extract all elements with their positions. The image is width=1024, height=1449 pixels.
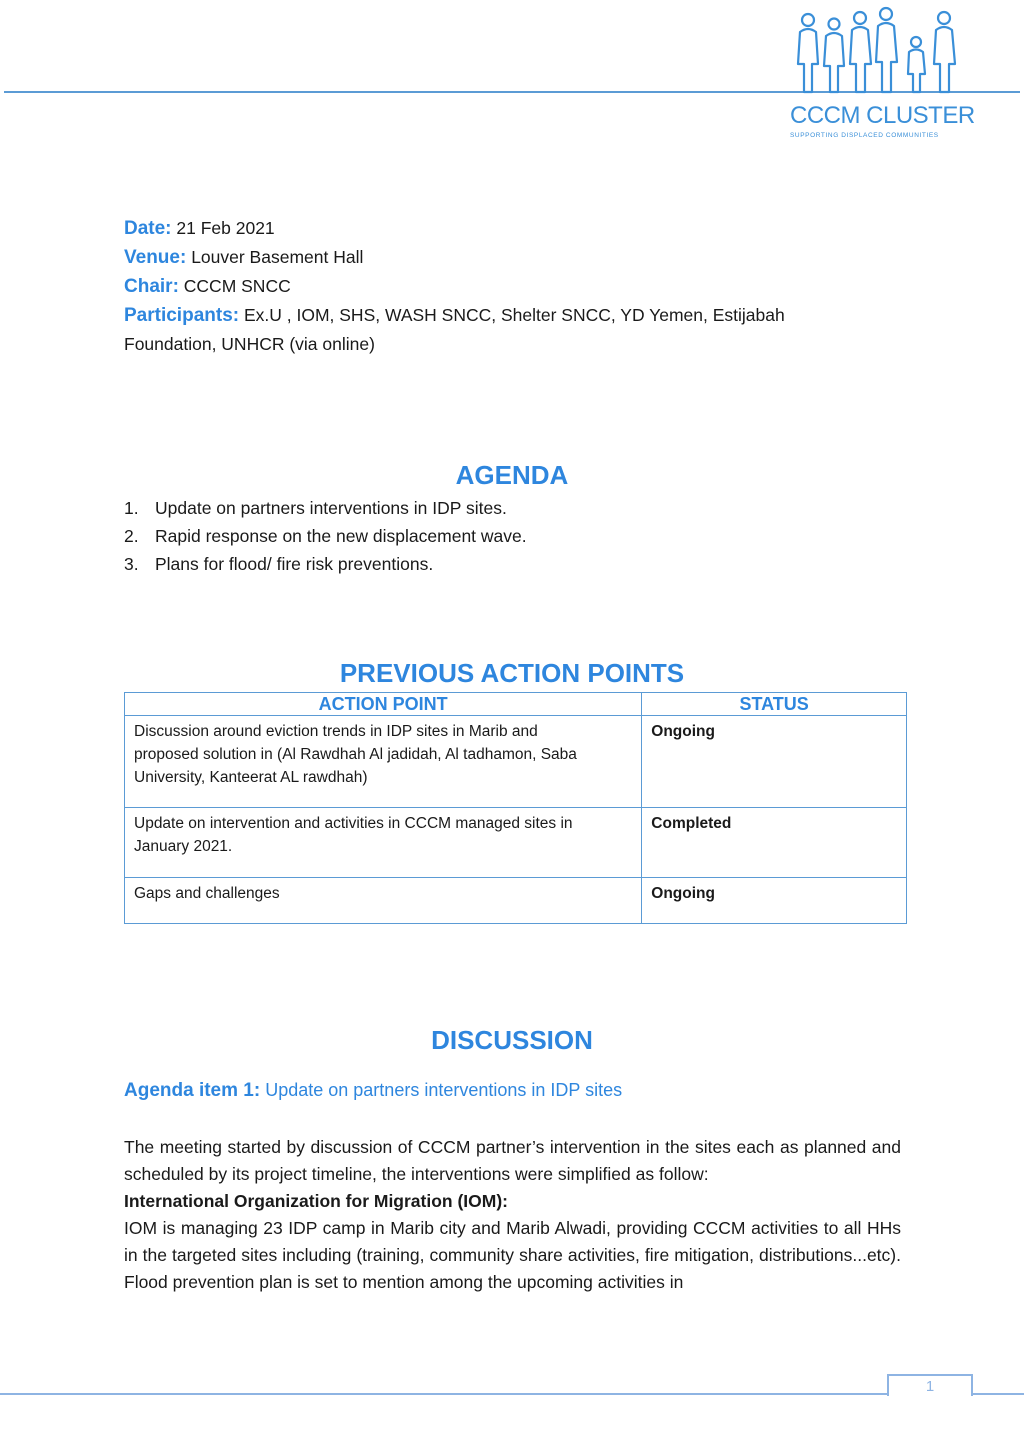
- discussion-paragraph: The meeting started by discussion of CCCM partner’s intervention in the sites each as planned and scheduled by its project timeline, the interventions were simplified as follow:: [124, 1137, 901, 1184]
- table-row: [125, 808, 907, 878]
- agenda-item-number: 1.: [124, 498, 139, 518]
- page-number: 1: [925, 1378, 935, 1395]
- chair-value: CCCM SNCC: [183, 276, 291, 296]
- agenda-item-label: Agenda item 1:: [124, 1080, 261, 1101]
- col-header-action: ACTION POINT: [125, 693, 642, 716]
- participants-label: Participants:: [124, 305, 240, 326]
- action-cell: [125, 716, 642, 808]
- discussion-agenda-item: [124, 1080, 622, 1102]
- agenda-item: [124, 522, 527, 550]
- agenda-item-text: Update on partners interventions in IDP sites.: [155, 498, 507, 518]
- cccm-cluster-logo: [786, 4, 975, 140]
- people-silhouette-icon: [794, 4, 964, 96]
- table-row: [125, 878, 907, 924]
- table-row: [125, 716, 907, 808]
- meeting-meta: [124, 214, 824, 359]
- venue-label: Venue:: [124, 247, 187, 268]
- meta-chair: [124, 272, 824, 301]
- action-points-title: PREVIOUS ACTION POINTS: [339, 658, 685, 688]
- agenda-list: [124, 494, 527, 578]
- agenda-item-text: Plans for flood/ fire risk preventions.: [155, 554, 434, 574]
- discussion-subheading: International Organization for Migration (IOM):: [124, 1191, 509, 1211]
- agenda-title: AGENDA: [455, 460, 569, 490]
- logo-title: CCCM CLUSTER: [790, 102, 975, 129]
- participants-value-line1: Ex.U , IOM, SHS, WASH SNCC, Shelter SNCC, YD Yemen, Estijabah: [243, 305, 785, 325]
- action-text-line: Update on intervention and activities in CCCM managed sites in: [134, 815, 573, 832]
- status-cell: Completed: [642, 808, 907, 878]
- action-text-line: Discussion around eviction trends in IDP sites in Marib and: [134, 723, 538, 740]
- discussion-paragraph: IOM is managing 23 IDP camp in Marib city and Marib Alwadi, providing CCCM activities to all HHs in the targeted sites including (training, community share activities, fire mitigation, distributions...etc). Flood prevention plan is set to mention among the upcoming activities in: [124, 1218, 901, 1292]
- status-cell: Ongoing: [642, 716, 907, 808]
- action-points-table: [124, 692, 907, 924]
- agenda-item: [124, 494, 527, 522]
- meta-venue: [124, 243, 824, 272]
- action-text-line: January 2021.: [134, 838, 233, 855]
- logo-subtitle: SUPPORTING DISPLACED COMMUNITIES: [790, 132, 939, 139]
- action-text-line: University, Kanteerat AL rawdhah): [134, 769, 368, 786]
- date-label: Date:: [124, 218, 172, 239]
- page-number-tab: [887, 1374, 973, 1396]
- action-cell: [125, 808, 642, 878]
- meta-date: [124, 214, 824, 243]
- venue-value: Louver Basement Hall: [191, 247, 364, 267]
- meta-participants: [124, 301, 824, 330]
- agenda-item: [124, 550, 527, 578]
- discussion-title: DISCUSSION: [431, 1025, 593, 1055]
- status-cell: Ongoing: [642, 878, 907, 924]
- action-text-line: proposed solution in (Al Rawdhah Al jadidah, Al tadhamon, Saba: [134, 746, 577, 763]
- action-text-line: Gaps and challenges: [134, 885, 280, 902]
- agenda-item-heading: Update on partners interventions in IDP sites: [265, 1080, 623, 1100]
- action-cell: [125, 878, 642, 924]
- participants-value-line2: Foundation, UNHCR (via online): [124, 334, 375, 354]
- agenda-item-number: 3.: [124, 554, 139, 574]
- date-value: 21 Feb 2021: [176, 218, 275, 238]
- footer-rule: [0, 1393, 1024, 1395]
- table-header-row: [125, 693, 907, 716]
- agenda-item-number: 2.: [124, 526, 139, 546]
- agenda-item-text: Rapid response on the new displacement wave.: [155, 526, 527, 546]
- chair-label: Chair:: [124, 276, 179, 297]
- col-header-status: STATUS: [642, 693, 907, 716]
- discussion-body: [124, 1134, 901, 1296]
